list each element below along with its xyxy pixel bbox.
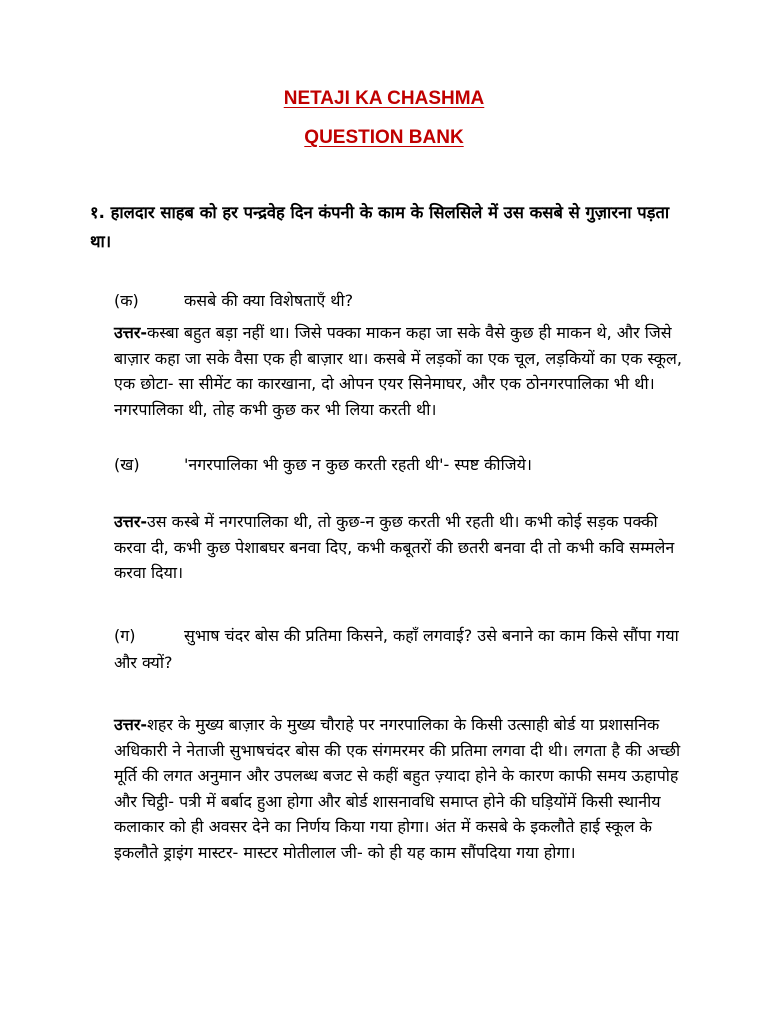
sub-question-ga bbox=[114, 622, 694, 676]
answer-text: शहर के मुख्य बाज़ार के मुख्य चौराहे पर नगरपालिका के किसी उत्साही बोर्ड या प्रशासनिक अधिकारी ने नेताजी सुभाषचंदर बोस की एक संगमरमर की प्रतिमा लगवा दी थी। लगता है की अच्छी मूर्ति की लगत अनुमान और उपलब्ध बजट से कहीं बहुत ज़्यादा होने के कारण काफी समय ऊहापोह और चिट्ठी- पत्री में बर्बाद हुआ होगा और बोर्ड शासनावधि समाप्त होने की घड़ियोंमें किसी स्थानीय कलाकार को ही अवसर देने का निर्णय किया गया होगा। अंत में कसबे के इकलौते हाई स्कूल के इकलौते ड्राइंग मास्टर- मास्टर मोतीलाल जी- को ही यह काम सौंपदिया गया होगा। bbox=[114, 715, 681, 862]
answer-ka bbox=[114, 320, 684, 422]
sub-question-label: (ख) bbox=[114, 455, 140, 474]
answer-text: कस्बा बहुत बड़ा नहीं था। जिसे पक्का माकन कहा जा सके वैसे कुछ ही माकन थे, और जिसे बाज़ार कहा जा सके वैसा एक ही बाज़ार था। कसबे में लड़कों का एक चूल, लड़कियों का एक स्कूल, एक छोटा- सा सीमेंट का कारखाना, दो ओपन एयर सिनेमाघर, और एक ठोनगरपालिका भी थी। नगरपालिका थी, तोह कभी कुछ कर भी लिया करती थी। bbox=[114, 323, 682, 419]
answer-kha bbox=[114, 509, 684, 586]
answer-ga bbox=[114, 712, 684, 866]
sub-question-text: 'नगरपालिका भी कुछ न कुछ करती रहती थी'- स्पष्ट कीजिये। bbox=[184, 455, 532, 474]
sub-question-text: कसबे की क्या विशेषताएँ थी? bbox=[184, 291, 354, 310]
sub-question-ka bbox=[114, 287, 694, 314]
answer-label: उत्तर- bbox=[114, 715, 148, 734]
document-subtitle: QUESTION BANK bbox=[304, 127, 464, 148]
answer-text: उस कस्बे में नगरपालिका थी, तो कुछ-न कुछ करती भी रहती थी। कभी कोई सड़क पक्की करवा दी, कभी कुछ पेशाबघर बनवा दिए, कभी कबूतरों की छतरी बनवा दी तो कभी कवि सम्मलेन करवा दिया। bbox=[114, 512, 675, 583]
document-title: NETAJI KA CHASHMA bbox=[283, 88, 485, 109]
sub-question-label: (ग) bbox=[114, 626, 136, 645]
sub-question-text: सुभाष चंदर बोस की प्रतिमा किसने, कहाँ लगवाई? उसे बनाने का काम किसे सौंपा गया और क्यों? bbox=[114, 626, 679, 672]
sub-question-label: (क) bbox=[114, 291, 139, 310]
answer-label: उत्तर- bbox=[114, 512, 148, 531]
question-1: १. हालदार साहब को हर पन्द्रवेह दिन कंपनी के काम के सिलसिले में उस कसबे से गुज़ारना पड़ता था। bbox=[90, 203, 670, 251]
answer-label: उत्तर- bbox=[114, 323, 148, 342]
sub-question-kha bbox=[114, 451, 694, 478]
